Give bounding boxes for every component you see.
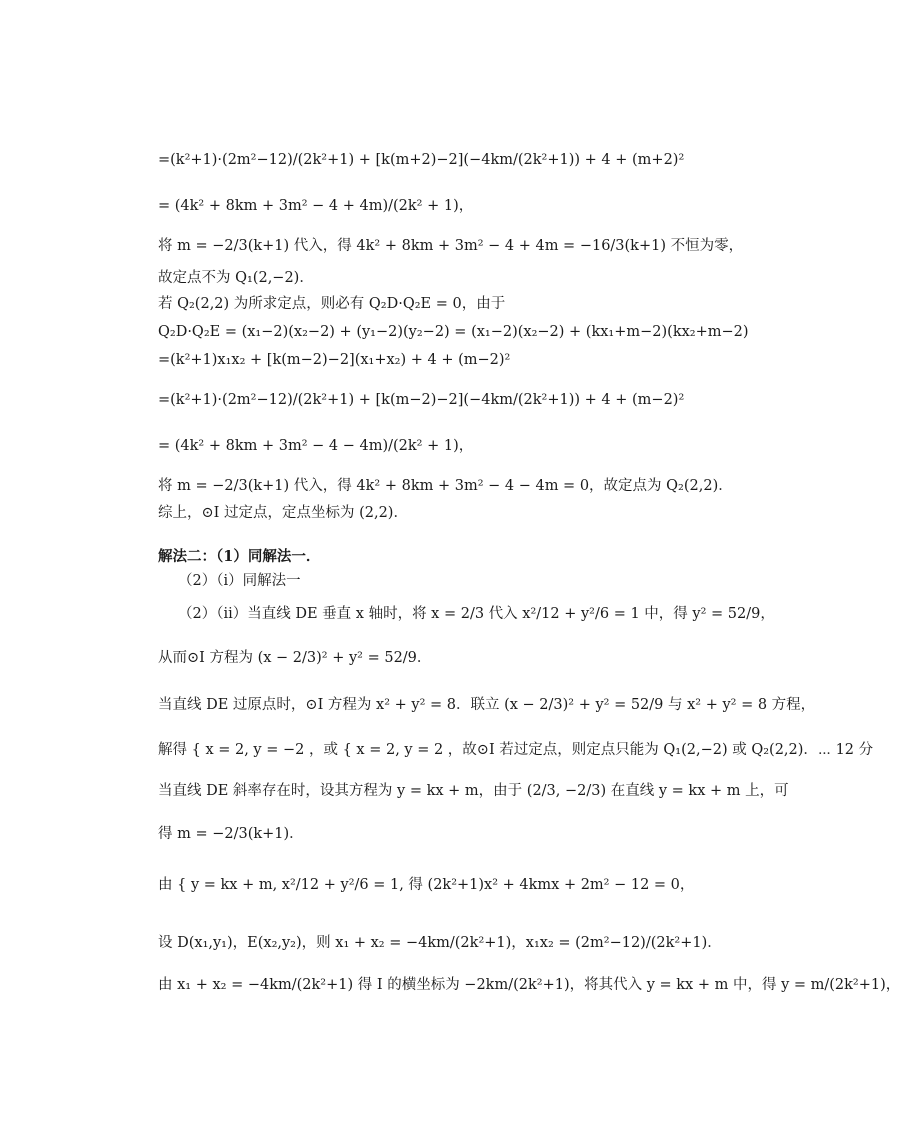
- text-line: Q₂D·Q₂E = (x₁−2)(x₂−2) + (y₁−2)(y₂−2) = (x₁−2)(x₂−2) + (kx₁+m−2)(kx₂+m−2): [158, 324, 749, 340]
- text-line: 综上，⊙I 过定点，定点坐标为 (2,2)．: [158, 505, 408, 521]
- text-line: =(k²+1)·(2m²−12)/(2k²+1) + [k(m+2)−2](−4km/(2k²+1)) + 4 + (m+2)²: [158, 152, 685, 168]
- text-line: （2）（i）同解法一: [178, 573, 301, 589]
- text-line: =(k²+1)·(2m²−12)/(2k²+1) + [k(m−2)−2](−4km/(2k²+1)) + 4 + (m−2)²: [158, 392, 685, 408]
- text-line: = (4k² + 8km + 3m² − 4 − 4m)/(2k² + 1)，: [158, 438, 474, 454]
- text-line: 由 x₁ + x₂ = −4km/(2k²+1) 得 I 的横坐标为 −2km/(2k²+1)，将其代入 y = kx + m 中，得 y = m/(2k²+1)，: [158, 977, 900, 993]
- text-line: 故定点不为 Q₁(2,−2)．: [158, 270, 314, 286]
- text-line: 若 Q₂(2,2) 为所求定点，则必有 Q₂D·Q₂E = 0，由于: [158, 296, 506, 312]
- text-line: 由 { y = kx + m, x²/12 + y²/6 = 1, 得 (2k²+1)x² + 4kmx + 2m² − 12 = 0，: [158, 877, 695, 893]
- text-line: 从而⊙I 方程为 (x − 2/3)² + y² = 52/9．: [158, 650, 432, 666]
- text-line: 当直线 DE 过原点时，⊙I 方程为 x² + y² = 8．联立 (x − 2/3)² + y² = 52/9 与 x² + y² = 8 方程，: [158, 697, 816, 713]
- text-line: = (4k² + 8km + 3m² − 4 + 4m)/(2k² + 1)，: [158, 198, 474, 214]
- text-line: 得 m = −2/3(k+1)．: [158, 826, 304, 842]
- text-line: 当直线 DE 斜率存在时，设其方程为 y = kx + m，由于 (2/3, −2/3) 在直线 y = kx + m 上，可: [158, 783, 789, 799]
- text-line: 设 D(x₁,y₁)，E(x₂,y₂)，则 x₁ + x₂ = −4km/(2k²+1)，x₁x₂ = (2m²−12)/(2k²+1)．: [158, 935, 722, 951]
- text-line: =(k²+1)x₁x₂ + [k(m−2)−2](x₁+x₂) + 4 + (m−2)²: [158, 352, 511, 368]
- text-line: （2）（ii）当直线 DE 垂直 x 轴时，将 x = 2/3 代入 x²/12 + y²/6 = 1 中，得 y² = 52/9，: [178, 606, 775, 622]
- text-line: 将 m = −2/3(k+1) 代入，得 4k² + 8km + 3m² − 4 − 4m = 0，故定点为 Q₂(2,2)．: [158, 478, 733, 494]
- text-line: 解得 { x = 2, y = −2 ，或 { x = 2, y = 2 ，故⊙I 若过定点，则定点只能为 Q₁(2,−2) 或 Q₂(2,2)．⋯ 12 分: [158, 742, 874, 758]
- section-heading: 解法二：（1）同解法一．: [158, 548, 321, 565]
- text-line: 将 m = −2/3(k+1) 代入，得 4k² + 8km + 3m² − 4 + 4m = −16/3(k+1) 不恒为零，: [158, 238, 744, 254]
